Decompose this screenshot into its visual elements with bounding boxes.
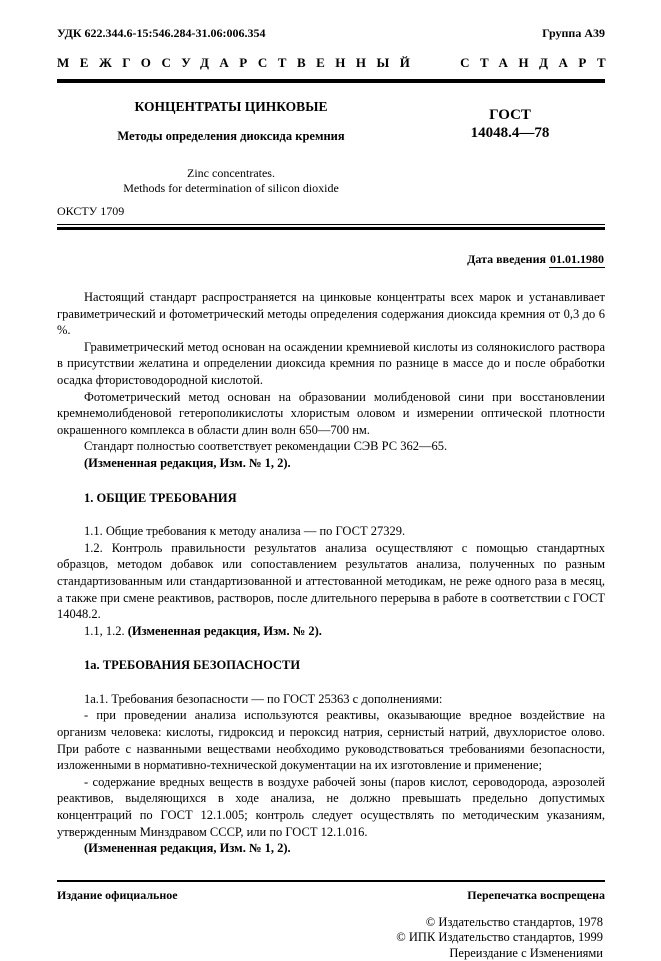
intro-paragraph-3: Фотометрический метод основан на образовании молибденовой сини при восстановлении кремнемолибденовой гетерополикислоты хлористым оловом и измерении оптической плотности окрашенного комплекса в области длин волн 650—700 нм.: [57, 389, 605, 437]
document-title-en-line2: Methods for determination of silicon dioxide: [123, 180, 339, 195]
safety-paragraph-reagents: - при проведении анализа используются реактивы, оказывающие вредное воздействие на организм человека: кислоты, гидроксид и пероксид натрия, сернистый натрий, двухлористое олово. При работе с названными веществами необходимо руководствоваться требованиями безопасности, изложенными в нормативно-технической документации на их изготовление и применение;: [57, 708, 605, 773]
intro-date-line: [57, 252, 605, 267]
intro-date-label: Дата введения: [467, 252, 546, 266]
document-body: [57, 289, 605, 857]
intro-paragraph-2: Гравиметрический метод основан на осаждении кремниевой кислоты из солянокислого раствора в присутствии желатина и определении диоксида кремния по разнице в массе до и после обработки осадка фтористоводородной кислотой.: [57, 339, 605, 387]
okstu-code: ОКСТУ 1709: [57, 204, 125, 218]
title-left-column: [57, 99, 415, 195]
footer-edition-label: Издание официальное: [57, 887, 178, 902]
general-amendment-bold: (Измененная редакция, Изм. № 2).: [127, 623, 322, 638]
title-divider-thin-rule: [57, 224, 605, 225]
copyright-line-1978: © Издательство стандартов, 1978: [425, 914, 603, 929]
safety-paragraph-1a-1: 1а.1. Требования безопасности — по ГОСТ 25363 с дополнениями:: [84, 691, 443, 706]
intro-paragraph-1: Настоящий стандарт распространяется на цинковые концентраты всех марок и устанавливает гравиметрический и фотометрический методы определения содержания диоксида кремния от 0,3 до 6 %.: [57, 290, 605, 338]
section-heading-safety: 1а. ТРЕБОВАНИЯ БЕЗОПАСНОСТИ: [84, 658, 301, 673]
footer-rule: [57, 880, 605, 882]
document-title-ru: КОНЦЕНТРАТЫ ЦИНКОВЫЕ: [134, 99, 328, 114]
footer-row: [57, 888, 605, 903]
intro-date-value: 01.01.1980: [550, 252, 604, 266]
footer-reprint-label: Перепечатка воспрещена: [467, 887, 605, 902]
gost-designation-block: [415, 99, 605, 195]
title-block: [57, 99, 605, 195]
title-divider-thick-rule: [57, 227, 605, 230]
general-paragraph-1-1: 1.1. Общие требования к методу анализа — по ГОСТ 27329.: [84, 524, 406, 539]
intro-amendment-note: (Измененная редакция, Изм. № 1, 2).: [84, 455, 291, 470]
copyright-line-1999: © ИПК Издательство стандартов, 1999: [396, 930, 603, 945]
title-divider: [57, 224, 605, 230]
section-heading-general: 1. ОБЩИЕ ТРЕБОВАНИЯ: [84, 490, 237, 505]
general-paragraph-1-2: 1.2. Контроль правильности результатов анализа осуществляют с помощью стандартных образцов, методом добавок или сопоставлением результатов анализа, полученных по разным стандартизованным или стандартизованной и аттестованной методикам, не реже одного раза в месяц, а также при смене реактивов, растворов, после длительного перерыва в работе в соответствии с ГОСТ 14048.2.: [57, 540, 605, 622]
reissue-note: Переиздание с Изменениями: [449, 945, 603, 960]
standard-type-header: МЕЖГОСУДАРСТВЕННЫЙ СТАНДАРТ: [57, 55, 617, 70]
intro-paragraph-4: Стандарт полностью соответствует рекомендации СЭВ РС 362—65.: [84, 439, 448, 454]
general-amendment-note: [57, 623, 605, 640]
document-subtitle-ru: Методы определения диоксида кремния: [117, 129, 345, 143]
general-amendment-prefix: 1.1, 1.2.: [84, 623, 128, 638]
copyright-block: [57, 915, 605, 961]
gost-label: ГОСТ: [489, 107, 531, 123]
gost-number: 14048.4—78: [470, 125, 550, 141]
document-title-en-line1: Zinc concentrates.: [187, 166, 275, 180]
udk-code: УДК 622.344.6-15:546.284-31.06:006.354: [57, 26, 266, 40]
meta-row: [57, 26, 605, 41]
safety-paragraph-air: - содержание вредных веществ в воздухе рабочей зоны (паров кислот, сероводорода, аэрозолей реактивов, выделяющихся в ходе анализа, не должно превышать предельно допустимых концентраций по ГОСТ 12.1.005; контроль следует осуществлять по методическим указаниям, утвержденным Минздравом СССР, или по ГОСТ 12.1.016.: [57, 774, 605, 839]
group-label: Группа А39: [542, 26, 605, 40]
header-rule: [57, 79, 605, 83]
safety-amendment-note: (Измененная редакция, Изм. № 1, 2).: [84, 841, 291, 856]
